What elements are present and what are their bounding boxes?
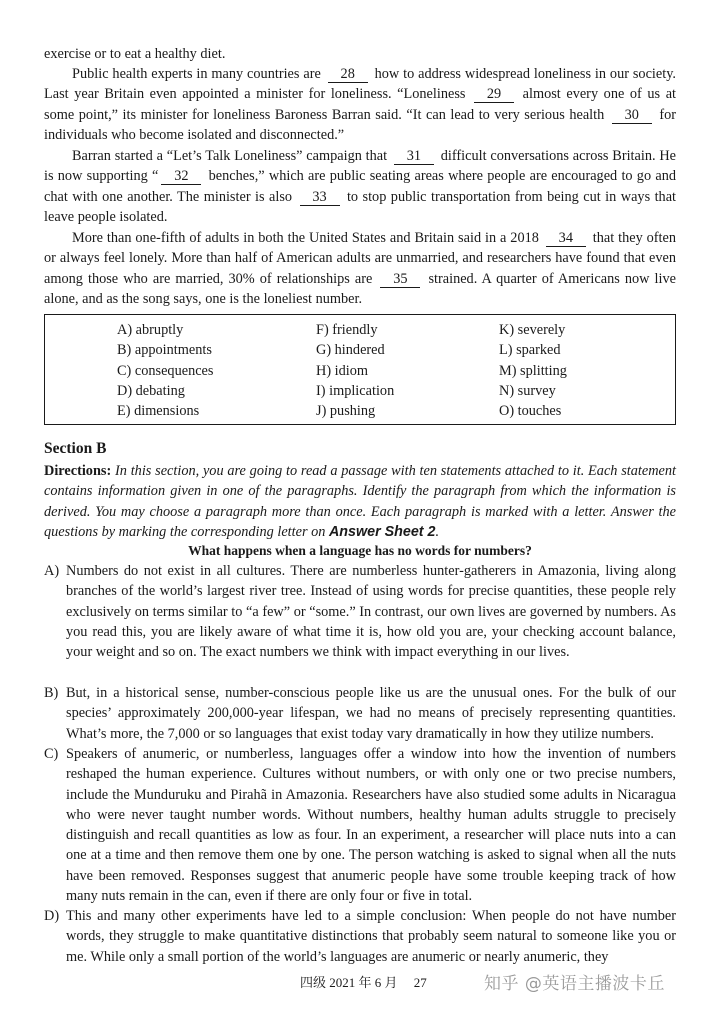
blank-28: 28 [328, 67, 368, 83]
answer-sheet-label: Answer Sheet 2 [328, 523, 436, 540]
paragraph-a [44, 561, 676, 662]
paragraph-text: This and many other experiments have led to a simple conclusion: When people do not have number words, they struggle to make quantitative distinctions that probably seem natural to someone like you or me. While only a small portion of the world’s languages are anumeric or nearly anumeric, they [66, 908, 676, 965]
word-option: F) friendly [316, 322, 378, 338]
p1-text-e: for individuals who become isolated and disconnected.” [44, 106, 676, 143]
p3-text-d: strained. A quarter of Americans now live alone, and as the song says, one is the loneliest number. [44, 270, 676, 307]
word-option: D) debating [117, 382, 185, 399]
paragraph-label: D) [44, 908, 60, 924]
passage-paragraph-2 [44, 146, 676, 227]
paragraph-text: Numbers do not exist in all cultures. There are numberless hunter-gatherers in Amazonia, living along branches of the world’s largest river tree. Instead of using words for precise quantities, these people rely exclusively on terms similar to “a few” or “some.” In contrast, our own lives are governed by numbers. As you read this, you are likely aware of what time it is, how old you are, your checking account balance, your weight and so on. The exact numbers we think with impact everything in our lives. [66, 563, 676, 661]
page-footer: 四级 2021 年 6 月 27 [300, 975, 427, 990]
p1-text-a: Public health experts in many countries are [72, 66, 321, 82]
directions [44, 461, 676, 542]
blank-35: 35 [380, 272, 420, 288]
paragraph-b [44, 683, 676, 744]
p1-text-c: how to address widespread loneliness in our society. Last year Britain even appointed a minister for loneliness. “Loneliness [44, 66, 677, 103]
blank-31: 31 [394, 149, 434, 165]
word-bank-column-3 [499, 320, 567, 421]
word-option: C) consequences [117, 362, 214, 379]
word-option: E) dimensions [117, 403, 200, 420]
word-option: J) pushing [316, 403, 376, 420]
section-heading: Section B [44, 440, 107, 457]
paragraph-label: A) [44, 563, 60, 579]
blank-32: 32 [161, 169, 201, 185]
blank-29: 29 [474, 87, 514, 103]
word-option: L) sparked [499, 342, 561, 359]
word-bank-column-2 [316, 320, 394, 421]
paragraph-d [44, 906, 676, 967]
p3-text-c: that they often or always feel lonely. More than half of American adults are unmarried, and researchers have found that even among those who are married, 30% of relationships are [44, 230, 677, 287]
paragraph-text: Speakers of anumeric, or numberless, languages offer a window into how the invention of numbers reshaped the human experience. Cultures without numbers, or with only one or two precise numbers, include the Munduruku and Pirahã in Amazonia. Researchers have also studied some adults in Nicaragua who were never taught number words. Without numbers, healthy human adults struggle to precisely distinguish and recall quantities as low as four. In an experiment, a researcher will place nuts into a can one at a time and then remove them one by one. The person watching is asked to signal when all the nuts have been removed. Responses suggest that anumeric people have some trouble keeping track of how many nuts remain in the can, even if there are only four or five in total. [66, 746, 676, 905]
word-option: A) abruptly [117, 322, 184, 338]
paragraph-label: C) [44, 746, 59, 762]
passage-paragraph-1 [44, 64, 676, 145]
blank-34: 34 [546, 231, 586, 247]
passage-paragraph-3 [44, 228, 676, 309]
p2-text-d: benches,” which are public seating areas where people are encouraged to go and chat with one another. The minister is also [44, 168, 676, 205]
p2-text-a: Barran started a “Let’s Talk Loneliness” campaign that [72, 148, 388, 164]
word-option: M) splitting [499, 362, 567, 379]
p2-text-e: to stop public transportation from being cut in ways that leave people isolated. [44, 188, 677, 225]
directions-label: Directions: [44, 463, 112, 479]
word-option: G) hindered [316, 342, 385, 359]
paragraph-c [44, 744, 676, 906]
directions-text: In this section, you are going to read a passage with ten statements attached to it. Each statement contains information given in one of the paragraphs. Identify the paragraph from which the information is derived. You may choose a paragraph more than once. Each paragraph is marked with a letter. Answer the questions by marking the corresponding letter on [44, 463, 676, 540]
word-option: N) survey [499, 382, 556, 399]
blank-30: 30 [612, 108, 652, 124]
passage-line0: exercise or to eat a healthy diet. [44, 46, 226, 62]
word-option: H) idiom [316, 362, 369, 379]
word-option: I) implication [316, 382, 395, 399]
p1-text-d: almost every one of us at some point,” its minister for loneliness Baroness Barran said. “It can lead to very serious health [44, 86, 677, 123]
word-bank [44, 314, 676, 425]
word-option: B) appointments [117, 342, 212, 359]
word-bank-column-1 [117, 320, 213, 421]
p3-text-a: More than one-fifth of adults in both the United States and Britain said in a 2018 [72, 230, 539, 246]
directions-end: . [435, 523, 440, 540]
p2-text-c: difficult conversations across Britain. He is now supporting “ [44, 148, 677, 185]
blank-33: 33 [300, 190, 340, 206]
watermark: 知乎 @英语主播波卡丘 [484, 974, 665, 994]
passage-title: What happens when a language has no words for numbers? [188, 543, 532, 558]
paragraph-text: But, in a historical sense, number-conscious people like us are the unusual ones. For the bulk of our species’ approximately 200,000-year lifespan, we had no means of precisely representing quantities. What’s more, the 7,000 or so languages that exist today vary dramatically in how they utilize numbers. [66, 685, 676, 742]
paragraph-label: B) [44, 685, 59, 701]
word-option: K) severely [499, 322, 566, 338]
word-option: O) touches [499, 403, 562, 420]
